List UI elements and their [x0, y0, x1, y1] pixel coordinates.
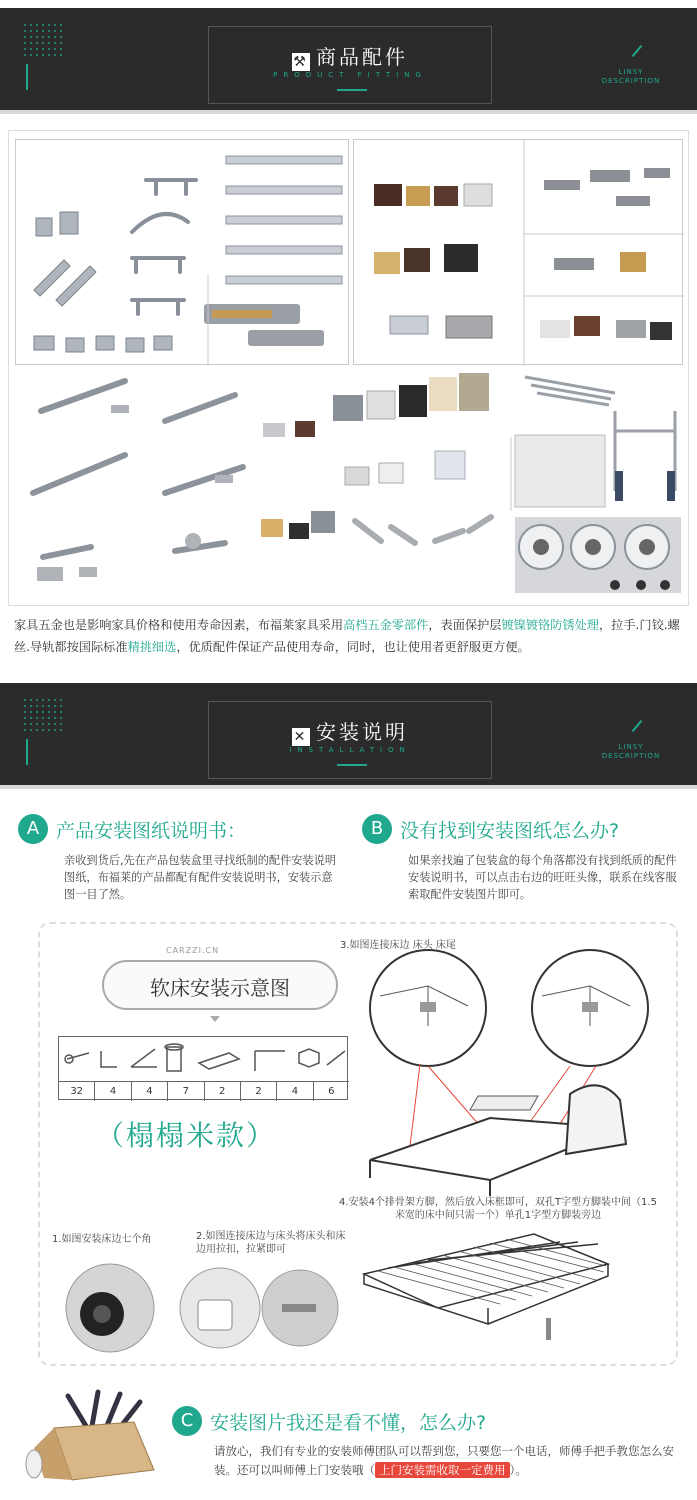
section-a [18, 814, 348, 903]
banner-desc: LINSY DESCRIPTION [601, 68, 661, 85]
hardware-illustration [16, 140, 350, 366]
model-name: （榻榻米款） [96, 1119, 277, 1152]
banner-title: 安装说明 [316, 720, 408, 744]
hammer-icon: ⚒ [293, 54, 309, 70]
section-a-body: 亲收到货后,先在产品包装盒里寻找纸制的配件安装说明图纸，布福莱的产品都配有配件安装说明书，安装示意图一目了然。 [64, 854, 337, 901]
toolbox-illustration [24, 1378, 160, 1488]
dot-pattern [22, 697, 62, 733]
banner-title-box [208, 701, 492, 779]
section-c-title: 安装图片我还是看不懂，怎么办? [210, 1411, 487, 1434]
fee-highlight: 上门安装需收取一定费用 [375, 1462, 510, 1478]
step-2-text: 2.如图连接床边与床头将床头和床边用拉扣，拉紧即可 [196, 1231, 346, 1255]
bed-assembly-illustration [360, 946, 676, 1196]
accent-bar [26, 739, 28, 765]
banner-desc: LINSY DESCRIPTION [601, 743, 661, 760]
highlight-plating: 镀镍镀铬防锈处理 [501, 618, 599, 632]
accent-bar [26, 64, 28, 90]
hardware-panel-right [353, 139, 683, 365]
title-underline [337, 89, 367, 91]
section-b-body: 如果亲找遍了包装盒的每个角落都没有找到纸质的配件安装说明书，可以点击右边的旺旺头像，联系在线客服索取配件安装图片即可。 [408, 854, 677, 901]
highlight-selection: 精挑细选 [127, 640, 177, 654]
installation-banner [0, 683, 697, 789]
latch-illustration [354, 140, 684, 366]
fittings-gallery [8, 130, 689, 606]
hardware-panel-left [15, 139, 349, 365]
banner-title: 商品配件 [316, 45, 408, 69]
section-a-badge: A [18, 814, 48, 844]
section-b-badge: B [362, 814, 392, 844]
accessory-illustration [15, 371, 683, 599]
slash-decoration [632, 45, 643, 57]
section-b [362, 814, 692, 903]
parts-counts-row: 32 4 4 7 2 2 4 6 [59, 1081, 349, 1101]
watermark: CARZZI.CN [166, 946, 220, 955]
parts-icons [59, 1037, 349, 1081]
dot-pattern [22, 22, 62, 58]
step-3-text: 3.如图连接床边 床头 床尾 [340, 940, 456, 951]
banner-subtitle: INSTALLATION [289, 746, 411, 754]
parts-table [58, 1036, 348, 1100]
installation-diagram [38, 922, 678, 1366]
fitting-banner [0, 8, 697, 114]
step-1-text: 1.如图安装床边七个角 [52, 1234, 152, 1245]
step-photos [50, 1260, 350, 1360]
section-c-badge: C [172, 1406, 202, 1436]
highlight-hardware: 高档五金零部件 [343, 618, 429, 632]
slash-decoration [632, 720, 643, 732]
section-c [0, 1378, 697, 1488]
section-c-body: 请放心，我们有专业的安装师傅团队可以帮到您，只要您一个电话，师傅手把手教您怎么安装。还可以叫师傅上门安装哦（ 上门安装需收取一定费用 ）。 [214, 1444, 674, 1477]
fittings-description: 家具五金也是影响家具价格和使用寿命因素，布福莱家具采用高档五金零部件，表面保护层镀镍镀铬防锈处理，拉手.门铰.螺丝.导轨都按国际标准精挑细选，优质配件保证产品使用寿命，同时，也让使用者更舒服更方便。 [14, 618, 680, 654]
banner-title-box [208, 26, 492, 104]
tools-icon: ✕ [293, 729, 309, 745]
step-4-text: 4.安装4个排骨架方脚，然后放入床框即可，双孔T字型方脚装中间（1.5米宽的床中间只需一个）单孔1字型方脚装旁边 [339, 1197, 657, 1221]
diagram-title: 软床安装示意图 [150, 976, 290, 1000]
slat-frame-illustration [358, 1226, 618, 1346]
section-a-title: 产品安装图纸说明书： [56, 819, 247, 842]
chevron-down-icon [210, 1016, 220, 1022]
banner-subtitle: PRODUCT FITTING [273, 71, 427, 79]
title-underline [337, 764, 367, 766]
section-b-title: 没有找到安装图纸怎么办? [400, 819, 620, 842]
